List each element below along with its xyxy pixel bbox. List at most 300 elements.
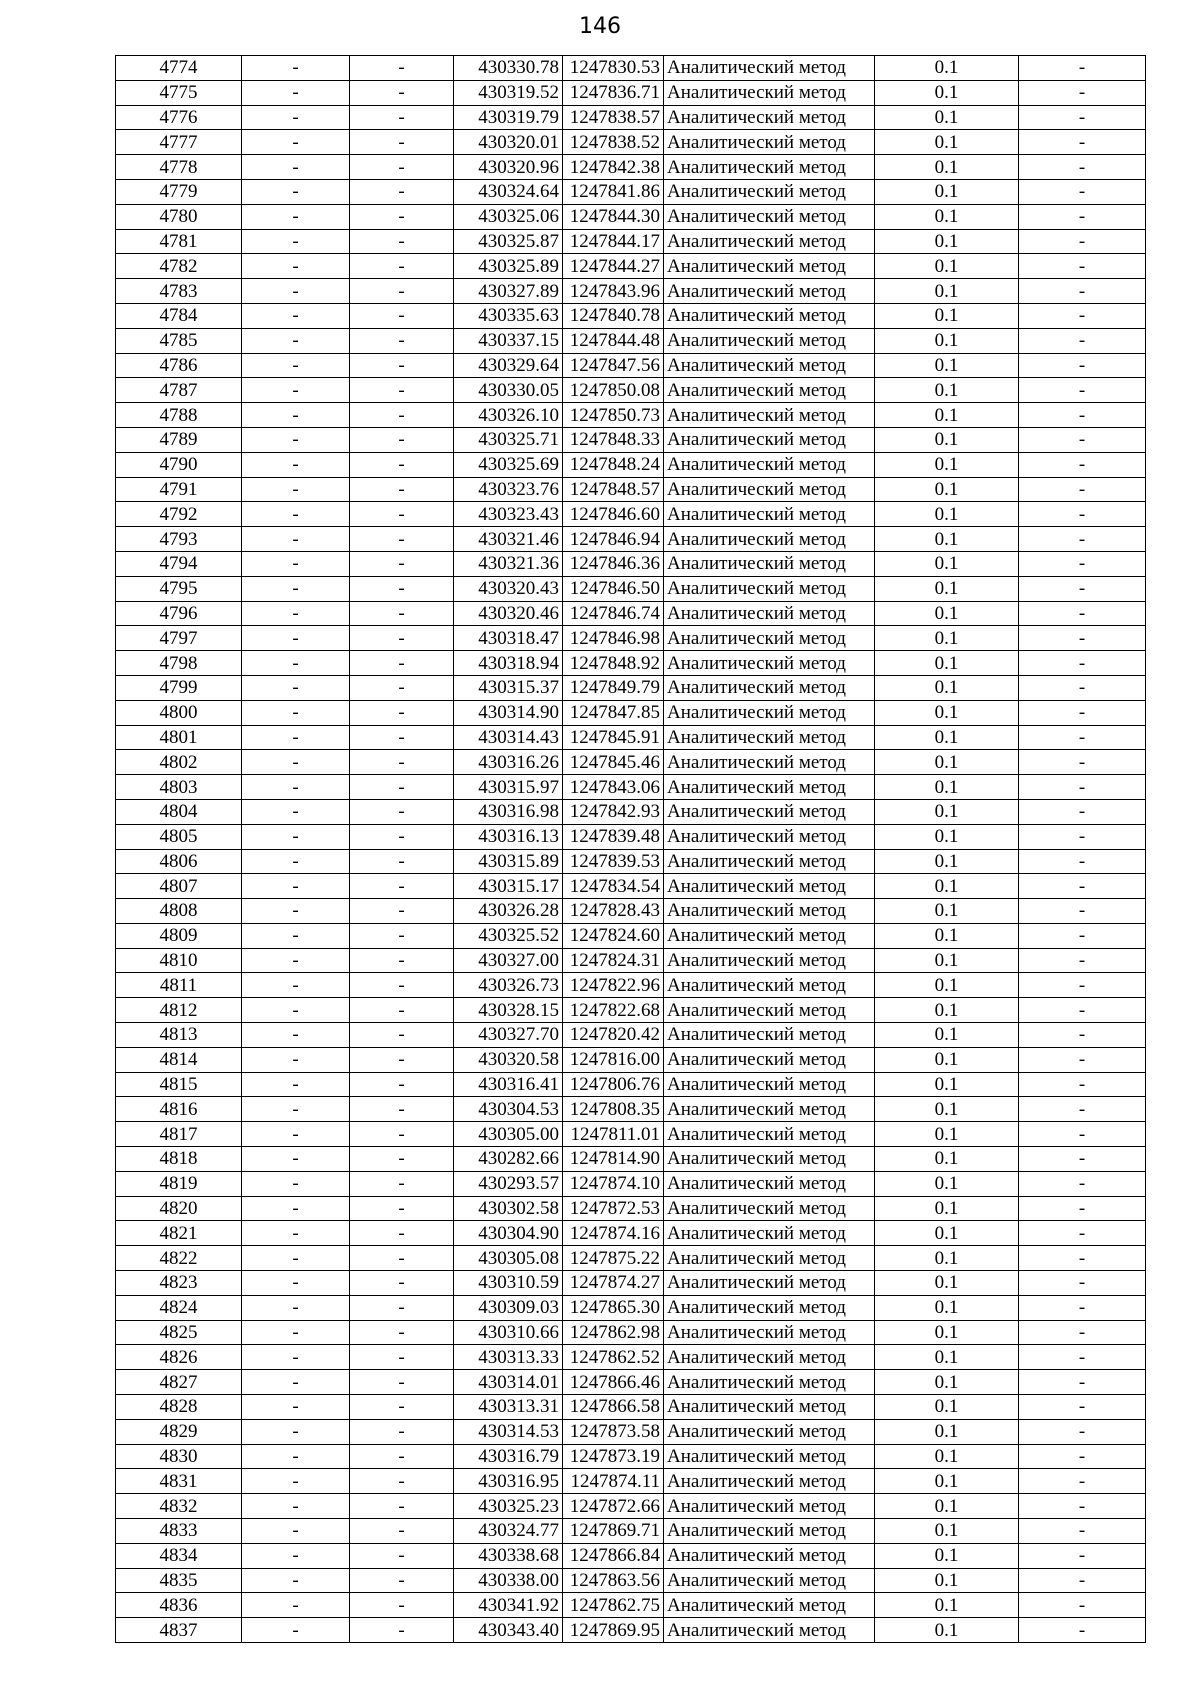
table-row: [116, 303, 1146, 328]
table-row: [116, 204, 1146, 229]
method-cell: Аналитический метод: [664, 1444, 875, 1469]
accuracy-cell: 0.1: [875, 1494, 1019, 1519]
point-number-cell: 4822: [116, 1246, 242, 1271]
empty-cell-cell: -: [242, 775, 350, 800]
empty-cell-cell: -: [242, 1618, 350, 1643]
table-row: [116, 56, 1146, 81]
table-row: [116, 700, 1146, 725]
empty-cell-cell: -: [242, 80, 350, 105]
empty-cell-cell: -: [1019, 229, 1146, 254]
method-cell: Аналитический метод: [664, 1320, 875, 1345]
accuracy-cell: 0.1: [875, 1370, 1019, 1395]
empty-cell-cell: -: [1019, 601, 1146, 626]
x-coordinate-cell: 430309.03: [454, 1295, 563, 1320]
x-coordinate-cell: 430293.57: [454, 1171, 563, 1196]
point-number-cell: 4830: [116, 1444, 242, 1469]
accuracy-cell: 0.1: [875, 1221, 1019, 1246]
accuracy-cell: 0.1: [875, 1395, 1019, 1420]
method-cell: Аналитический метод: [664, 551, 875, 576]
point-number-cell: 4803: [116, 775, 242, 800]
method-cell: Аналитический метод: [664, 427, 875, 452]
y-coordinate-cell: 1247865.30: [563, 1295, 664, 1320]
y-coordinate-cell: 1247847.85: [563, 700, 664, 725]
empty-cell-cell: -: [1019, 1494, 1146, 1519]
method-cell: Аналитический метод: [664, 576, 875, 601]
y-coordinate-cell: 1247814.90: [563, 1147, 664, 1172]
empty-cell-cell: -: [242, 799, 350, 824]
x-coordinate-cell: 430313.31: [454, 1395, 563, 1420]
accuracy-cell: 0.1: [875, 353, 1019, 378]
empty-cell-cell: -: [242, 477, 350, 502]
empty-cell-cell: -: [242, 204, 350, 229]
method-cell: Аналитический метод: [664, 899, 875, 924]
empty-cell-cell: -: [1019, 725, 1146, 750]
y-coordinate-cell: 1247846.50: [563, 576, 664, 601]
empty-cell-cell: -: [1019, 1618, 1146, 1643]
table-row: [116, 1320, 1146, 1345]
x-coordinate-cell: 430327.00: [454, 948, 563, 973]
point-number-cell: 4798: [116, 651, 242, 676]
method-cell: Аналитический метод: [664, 700, 875, 725]
method-cell: Аналитический метод: [664, 1196, 875, 1221]
empty-cell-cell: -: [1019, 204, 1146, 229]
point-number-cell: 4805: [116, 824, 242, 849]
accuracy-cell: 0.1: [875, 750, 1019, 775]
point-number-cell: 4810: [116, 948, 242, 973]
table-row: [116, 1395, 1146, 1420]
table-row: [116, 576, 1146, 601]
y-coordinate-cell: 1247838.52: [563, 130, 664, 155]
method-cell: Аналитический метод: [664, 80, 875, 105]
table-row: [116, 1519, 1146, 1544]
x-coordinate-cell: 430319.79: [454, 105, 563, 130]
empty-cell-cell: -: [350, 1122, 454, 1147]
accuracy-cell: 0.1: [875, 923, 1019, 948]
table-row: [116, 1345, 1146, 1370]
accuracy-cell: 0.1: [875, 675, 1019, 700]
empty-cell-cell: -: [350, 1543, 454, 1568]
empty-cell-cell: -: [242, 1171, 350, 1196]
table-row: [116, 874, 1146, 899]
empty-cell-cell: -: [350, 1047, 454, 1072]
accuracy-cell: 0.1: [875, 824, 1019, 849]
x-coordinate-cell: 430314.90: [454, 700, 563, 725]
y-coordinate-cell: 1247839.48: [563, 824, 664, 849]
method-cell: Аналитический метод: [664, 1395, 875, 1420]
y-coordinate-cell: 1247844.27: [563, 254, 664, 279]
method-cell: Аналитический метод: [664, 923, 875, 948]
empty-cell-cell: -: [350, 601, 454, 626]
empty-cell-cell: -: [242, 725, 350, 750]
table-row: [116, 378, 1146, 403]
table-row: [116, 229, 1146, 254]
empty-cell-cell: -: [242, 328, 350, 353]
empty-cell-cell: -: [242, 1519, 350, 1544]
empty-cell-cell: -: [350, 452, 454, 477]
table-row: [116, 1047, 1146, 1072]
empty-cell-cell: -: [1019, 1221, 1146, 1246]
y-coordinate-cell: 1247830.53: [563, 56, 664, 81]
empty-cell-cell: -: [242, 155, 350, 180]
empty-cell-cell: -: [242, 1047, 350, 1072]
accuracy-cell: 0.1: [875, 1171, 1019, 1196]
empty-cell-cell: -: [1019, 353, 1146, 378]
empty-cell-cell: -: [350, 1196, 454, 1221]
method-cell: Аналитический метод: [664, 328, 875, 353]
y-coordinate-cell: 1247839.53: [563, 849, 664, 874]
empty-cell-cell: -: [1019, 1246, 1146, 1271]
empty-cell-cell: -: [350, 254, 454, 279]
accuracy-cell: 0.1: [875, 601, 1019, 626]
point-number-cell: 4817: [116, 1122, 242, 1147]
empty-cell-cell: -: [350, 1295, 454, 1320]
y-coordinate-cell: 1247866.84: [563, 1543, 664, 1568]
x-coordinate-cell: 430315.97: [454, 775, 563, 800]
empty-cell-cell: -: [242, 378, 350, 403]
x-coordinate-cell: 430321.46: [454, 527, 563, 552]
accuracy-cell: 0.1: [875, 1072, 1019, 1097]
table-row: [116, 130, 1146, 155]
accuracy-cell: 0.1: [875, 1097, 1019, 1122]
empty-cell-cell: -: [242, 1147, 350, 1172]
accuracy-cell: 0.1: [875, 1122, 1019, 1147]
point-number-cell: 4804: [116, 799, 242, 824]
point-number-cell: 4777: [116, 130, 242, 155]
empty-cell-cell: -: [350, 1593, 454, 1618]
empty-cell-cell: -: [242, 1419, 350, 1444]
table-body: [116, 56, 1146, 1643]
x-coordinate-cell: 430313.33: [454, 1345, 563, 1370]
empty-cell-cell: -: [242, 452, 350, 477]
point-number-cell: 4781: [116, 229, 242, 254]
table-row: [116, 1618, 1146, 1643]
x-coordinate-cell: 430343.40: [454, 1618, 563, 1643]
empty-cell-cell: -: [242, 1023, 350, 1048]
empty-cell-cell: -: [242, 1469, 350, 1494]
x-coordinate-cell: 430319.52: [454, 80, 563, 105]
empty-cell-cell: -: [242, 849, 350, 874]
table-row: [116, 1246, 1146, 1271]
method-cell: Аналитический метод: [664, 1519, 875, 1544]
accuracy-cell: 0.1: [875, 254, 1019, 279]
accuracy-cell: 0.1: [875, 328, 1019, 353]
empty-cell-cell: -: [1019, 1444, 1146, 1469]
method-cell: Аналитический метод: [664, 378, 875, 403]
x-coordinate-cell: 430323.76: [454, 477, 563, 502]
method-cell: Аналитический метод: [664, 502, 875, 527]
accuracy-cell: 0.1: [875, 1568, 1019, 1593]
point-number-cell: 4787: [116, 378, 242, 403]
empty-cell-cell: -: [1019, 328, 1146, 353]
method-cell: Аналитический метод: [664, 204, 875, 229]
y-coordinate-cell: 1247811.01: [563, 1122, 664, 1147]
y-coordinate-cell: 1247848.24: [563, 452, 664, 477]
x-coordinate-cell: 430302.58: [454, 1196, 563, 1221]
x-coordinate-cell: 430330.05: [454, 378, 563, 403]
empty-cell-cell: -: [242, 130, 350, 155]
empty-cell-cell: -: [1019, 700, 1146, 725]
empty-cell-cell: -: [1019, 775, 1146, 800]
y-coordinate-cell: 1247848.57: [563, 477, 664, 502]
point-number-cell: 4831: [116, 1469, 242, 1494]
accuracy-cell: 0.1: [875, 204, 1019, 229]
empty-cell-cell: -: [350, 1469, 454, 1494]
empty-cell-cell: -: [350, 1419, 454, 1444]
accuracy-cell: 0.1: [875, 626, 1019, 651]
empty-cell-cell: -: [1019, 1196, 1146, 1221]
empty-cell-cell: -: [1019, 56, 1146, 81]
empty-cell-cell: -: [242, 1494, 350, 1519]
accuracy-cell: 0.1: [875, 1469, 1019, 1494]
empty-cell-cell: -: [1019, 1122, 1146, 1147]
empty-cell-cell: -: [350, 80, 454, 105]
x-coordinate-cell: 430338.68: [454, 1543, 563, 1568]
method-cell: Аналитический метод: [664, 1345, 875, 1370]
empty-cell-cell: -: [1019, 80, 1146, 105]
x-coordinate-cell: 430324.64: [454, 179, 563, 204]
table-row: [116, 1122, 1146, 1147]
accuracy-cell: 0.1: [875, 874, 1019, 899]
empty-cell-cell: -: [1019, 1568, 1146, 1593]
table-row: [116, 80, 1146, 105]
empty-cell-cell: -: [350, 1519, 454, 1544]
x-coordinate-cell: 430326.73: [454, 973, 563, 998]
empty-cell-cell: -: [242, 700, 350, 725]
method-cell: Аналитический метод: [664, 527, 875, 552]
accuracy-cell: 0.1: [875, 1419, 1019, 1444]
empty-cell-cell: -: [1019, 576, 1146, 601]
empty-cell-cell: -: [1019, 502, 1146, 527]
empty-cell-cell: -: [1019, 923, 1146, 948]
method-cell: Аналитический метод: [664, 353, 875, 378]
x-coordinate-cell: 430305.08: [454, 1246, 563, 1271]
accuracy-cell: 0.1: [875, 1618, 1019, 1643]
empty-cell-cell: -: [350, 1023, 454, 1048]
empty-cell-cell: -: [242, 1568, 350, 1593]
accuracy-cell: 0.1: [875, 1147, 1019, 1172]
x-coordinate-cell: 430325.89: [454, 254, 563, 279]
point-number-cell: 4829: [116, 1419, 242, 1444]
point-number-cell: 4811: [116, 973, 242, 998]
table-row: [116, 527, 1146, 552]
point-number-cell: 4785: [116, 328, 242, 353]
point-number-cell: 4824: [116, 1295, 242, 1320]
method-cell: Аналитический метод: [664, 1047, 875, 1072]
table-row: [116, 1171, 1146, 1196]
table-row: [116, 998, 1146, 1023]
method-cell: Аналитический метод: [664, 403, 875, 428]
method-cell: Аналитический метод: [664, 1618, 875, 1643]
method-cell: Аналитический метод: [664, 130, 875, 155]
table-row: [116, 477, 1146, 502]
accuracy-cell: 0.1: [875, 1543, 1019, 1568]
empty-cell-cell: -: [350, 775, 454, 800]
empty-cell-cell: -: [350, 1246, 454, 1271]
y-coordinate-cell: 1247874.16: [563, 1221, 664, 1246]
point-number-cell: 4826: [116, 1345, 242, 1370]
point-number-cell: 4809: [116, 923, 242, 948]
empty-cell-cell: -: [242, 1221, 350, 1246]
accuracy-cell: 0.1: [875, 155, 1019, 180]
empty-cell-cell: -: [350, 56, 454, 81]
table-row: [116, 403, 1146, 428]
method-cell: Аналитический метод: [664, 626, 875, 651]
point-number-cell: 4783: [116, 279, 242, 304]
empty-cell-cell: -: [1019, 1593, 1146, 1618]
table-row: [116, 799, 1146, 824]
point-number-cell: 4789: [116, 427, 242, 452]
method-cell: Аналитический метод: [664, 279, 875, 304]
empty-cell-cell: -: [1019, 105, 1146, 130]
empty-cell-cell: -: [242, 626, 350, 651]
point-number-cell: 4827: [116, 1370, 242, 1395]
empty-cell-cell: -: [350, 1444, 454, 1469]
x-coordinate-cell: 430327.70: [454, 1023, 563, 1048]
accuracy-cell: 0.1: [875, 1295, 1019, 1320]
x-coordinate-cell: 430314.53: [454, 1419, 563, 1444]
x-coordinate-cell: 430326.10: [454, 403, 563, 428]
empty-cell-cell: -: [242, 1246, 350, 1271]
method-cell: Аналитический метод: [664, 973, 875, 998]
x-coordinate-cell: 430314.43: [454, 725, 563, 750]
table-row: [116, 1196, 1146, 1221]
empty-cell-cell: -: [242, 229, 350, 254]
empty-cell-cell: -: [350, 427, 454, 452]
empty-cell-cell: -: [350, 303, 454, 328]
empty-cell-cell: -: [1019, 651, 1146, 676]
empty-cell-cell: -: [350, 675, 454, 700]
method-cell: Аналитический метод: [664, 948, 875, 973]
x-coordinate-cell: 430304.53: [454, 1097, 563, 1122]
accuracy-cell: 0.1: [875, 80, 1019, 105]
y-coordinate-cell: 1247862.98: [563, 1320, 664, 1345]
method-cell: Аналитический метод: [664, 725, 875, 750]
y-coordinate-cell: 1247836.71: [563, 80, 664, 105]
point-number-cell: 4836: [116, 1593, 242, 1618]
table-row: [116, 1543, 1146, 1568]
empty-cell-cell: -: [350, 403, 454, 428]
empty-cell-cell: -: [1019, 403, 1146, 428]
method-cell: Аналитический метод: [664, 1072, 875, 1097]
empty-cell-cell: -: [350, 576, 454, 601]
method-cell: Аналитический метод: [664, 254, 875, 279]
point-number-cell: 4806: [116, 849, 242, 874]
accuracy-cell: 0.1: [875, 130, 1019, 155]
y-coordinate-cell: 1247834.54: [563, 874, 664, 899]
y-coordinate-cell: 1247841.86: [563, 179, 664, 204]
method-cell: Аналитический метод: [664, 477, 875, 502]
method-cell: Аналитический метод: [664, 849, 875, 874]
y-coordinate-cell: 1247822.68: [563, 998, 664, 1023]
empty-cell-cell: -: [350, 204, 454, 229]
point-number-cell: 4834: [116, 1543, 242, 1568]
accuracy-cell: 0.1: [875, 576, 1019, 601]
empty-cell-cell: -: [1019, 1147, 1146, 1172]
y-coordinate-cell: 1247844.30: [563, 204, 664, 229]
point-number-cell: 4788: [116, 403, 242, 428]
empty-cell-cell: -: [350, 179, 454, 204]
point-number-cell: 4833: [116, 1519, 242, 1544]
point-number-cell: 4790: [116, 452, 242, 477]
point-number-cell: 4794: [116, 551, 242, 576]
empty-cell-cell: -: [242, 1444, 350, 1469]
table-row: [116, 353, 1146, 378]
accuracy-cell: 0.1: [875, 1320, 1019, 1345]
y-coordinate-cell: 1247862.52: [563, 1345, 664, 1370]
point-number-cell: 4791: [116, 477, 242, 502]
point-number-cell: 4821: [116, 1221, 242, 1246]
table-row: [116, 675, 1146, 700]
empty-cell-cell: -: [350, 1494, 454, 1519]
empty-cell-cell: -: [242, 279, 350, 304]
empty-cell-cell: -: [1019, 824, 1146, 849]
point-number-cell: 4819: [116, 1171, 242, 1196]
y-coordinate-cell: 1247848.92: [563, 651, 664, 676]
x-coordinate-cell: 430330.78: [454, 56, 563, 81]
empty-cell-cell: -: [1019, 799, 1146, 824]
empty-cell-cell: -: [350, 328, 454, 353]
x-coordinate-cell: 430305.00: [454, 1122, 563, 1147]
method-cell: Аналитический метод: [664, 1568, 875, 1593]
x-coordinate-cell: 430329.64: [454, 353, 563, 378]
method-cell: Аналитический метод: [664, 303, 875, 328]
accuracy-cell: 0.1: [875, 1047, 1019, 1072]
empty-cell-cell: -: [350, 973, 454, 998]
y-coordinate-cell: 1247822.96: [563, 973, 664, 998]
empty-cell-cell: -: [242, 998, 350, 1023]
x-coordinate-cell: 430316.41: [454, 1072, 563, 1097]
table-row: [116, 1295, 1146, 1320]
point-number-cell: 4786: [116, 353, 242, 378]
empty-cell-cell: -: [1019, 1320, 1146, 1345]
accuracy-cell: 0.1: [875, 1196, 1019, 1221]
empty-cell-cell: -: [242, 1072, 350, 1097]
table-row: [116, 1072, 1146, 1097]
empty-cell-cell: -: [242, 1593, 350, 1618]
x-coordinate-cell: 430335.63: [454, 303, 563, 328]
y-coordinate-cell: 1247866.46: [563, 1370, 664, 1395]
point-number-cell: 4795: [116, 576, 242, 601]
table-row: [116, 948, 1146, 973]
empty-cell-cell: -: [242, 1097, 350, 1122]
y-coordinate-cell: 1247824.60: [563, 923, 664, 948]
x-coordinate-cell: 430310.59: [454, 1271, 563, 1296]
table-row: [116, 551, 1146, 576]
x-coordinate-cell: 430325.69: [454, 452, 563, 477]
empty-cell-cell: -: [1019, 1097, 1146, 1122]
accuracy-cell: 0.1: [875, 725, 1019, 750]
point-number-cell: 4837: [116, 1618, 242, 1643]
empty-cell-cell: -: [242, 1271, 350, 1296]
empty-cell-cell: -: [350, 1072, 454, 1097]
y-coordinate-cell: 1247806.76: [563, 1072, 664, 1097]
point-number-cell: 4784: [116, 303, 242, 328]
empty-cell-cell: -: [242, 675, 350, 700]
method-cell: Аналитический метод: [664, 651, 875, 676]
method-cell: Аналитический метод: [664, 998, 875, 1023]
empty-cell-cell: -: [1019, 626, 1146, 651]
point-number-cell: 4797: [116, 626, 242, 651]
x-coordinate-cell: 430282.66: [454, 1147, 563, 1172]
table-row: [116, 1444, 1146, 1469]
point-number-cell: 4779: [116, 179, 242, 204]
table-row: [116, 750, 1146, 775]
method-cell: Аналитический метод: [664, 1419, 875, 1444]
method-cell: Аналитический метод: [664, 1122, 875, 1147]
x-coordinate-cell: 430315.17: [454, 874, 563, 899]
empty-cell-cell: -: [350, 626, 454, 651]
accuracy-cell: 0.1: [875, 279, 1019, 304]
